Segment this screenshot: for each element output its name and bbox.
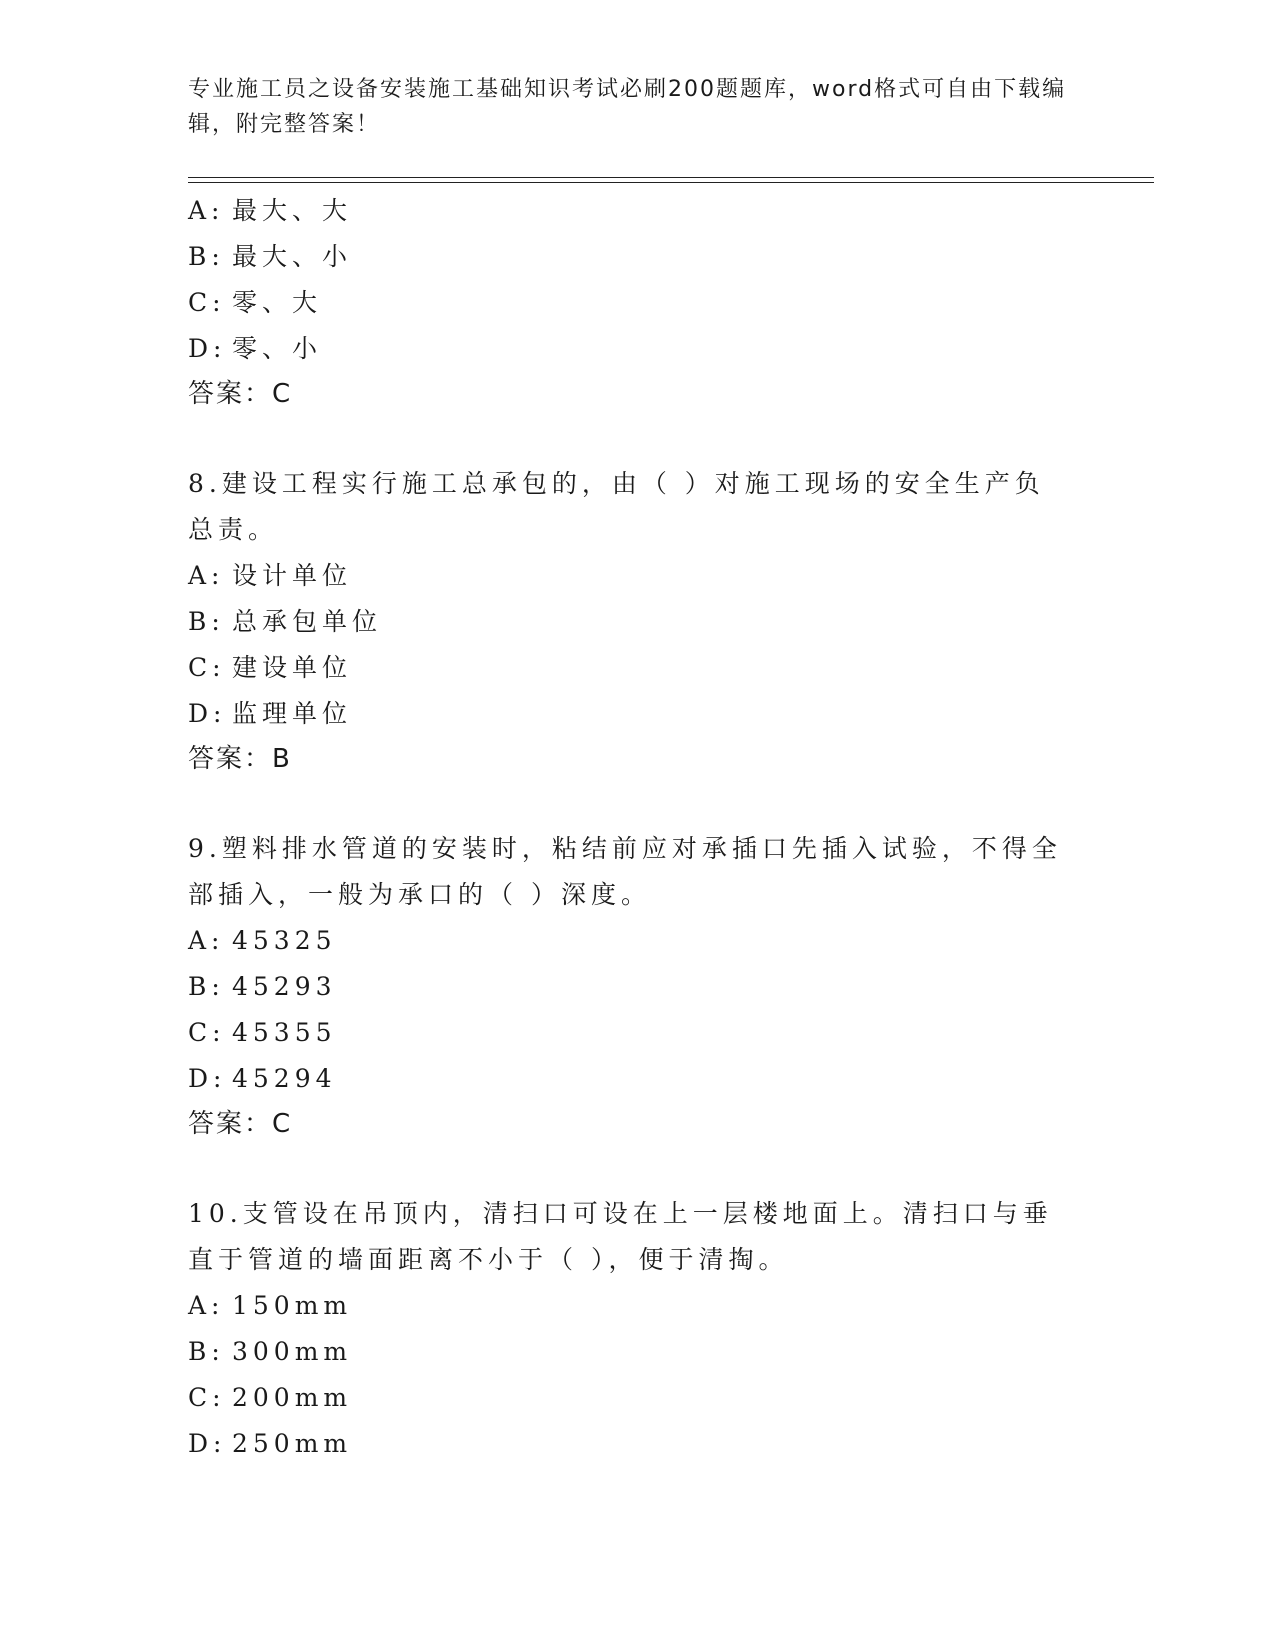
question-block (188, 188, 1088, 416)
question-text: 10.支管设在吊顶内，清扫口可设在上一层楼地面上。清扫口与垂直于管道的墙面距离不小于（ ），便于清掏。 (188, 1199, 1053, 1274)
answer-line: 答案：C (188, 379, 293, 409)
question-block (188, 826, 1088, 1146)
option-d: D: 监理单位 (188, 699, 353, 728)
question-list (188, 188, 1088, 1467)
option-a: A: 45325 (188, 926, 337, 955)
option-a: A: 最大、大 (188, 196, 353, 225)
answer-line: 答案：B (188, 744, 292, 774)
question-text: 8.建设工程实行施工总承包的，由（ ）对施工现场的安全生产负总责。 (188, 469, 1045, 544)
document-header: 专业施工员之设备安装施工基础知识考试必刷200题题库，word格式可自由下载编辑，附完整答案！ (188, 77, 1067, 137)
option-d: D: 零、小 (188, 334, 323, 363)
option-d: D: 45294 (188, 1064, 337, 1093)
header-divider-bottom (188, 182, 1154, 183)
option-c: C: 200mm (188, 1383, 353, 1412)
option-d: D: 250mm (188, 1429, 353, 1458)
question-block (188, 1191, 1088, 1467)
header-divider-top (188, 177, 1154, 178)
option-b: B: 最大、小 (188, 242, 353, 271)
option-a: A: 设计单位 (188, 561, 353, 590)
option-b: B: 总承包单位 (188, 607, 383, 636)
option-c: C: 零、大 (188, 288, 323, 317)
option-a: A: 150mm (188, 1291, 353, 1320)
option-c: C: 45355 (188, 1018, 337, 1047)
option-c: C: 建设单位 (188, 653, 353, 682)
answer-line: 答案：C (188, 1109, 293, 1139)
question-block (188, 461, 1088, 781)
option-b: B: 300mm (188, 1337, 353, 1366)
question-text: 9.塑料排水管道的安装时，粘结前应对承插口先插入试验，不得全部插入，一般为承口的（ ）深度。 (188, 834, 1062, 909)
option-b: B: 45293 (188, 972, 337, 1001)
